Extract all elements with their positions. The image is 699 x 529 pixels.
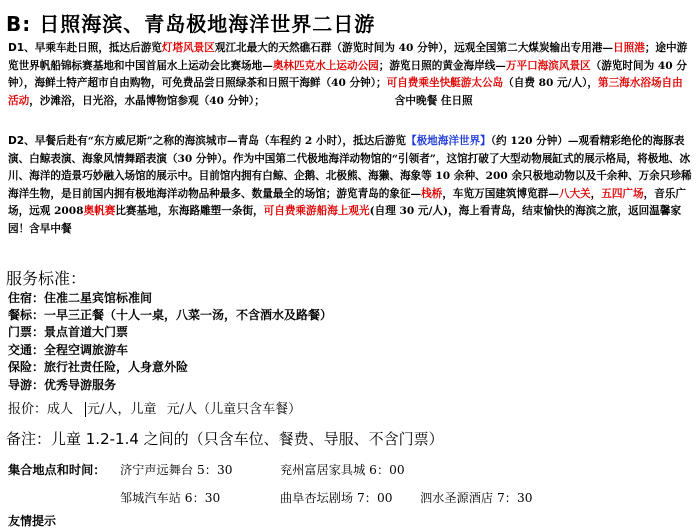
price-child: 元/人（儿童只含车餐） [166,402,302,417]
gathering-point-3: 邹城汽车站 6：30 [120,491,221,505]
service-lodging: 住宿：住准二星宾馆标准间 [8,291,153,305]
day2-highlight-badaguan: 八大关 [558,187,591,200]
day1-highlight-olympic-park: 奥林匹克水上运动公园 [272,59,379,72]
itinerary-day-1 [8,40,692,110]
day2-text-2: （约 120 分钟）—观看精彩绝伦的海豚表演、白鲸表演、海象风情舞蹈表演（30 分钟）。作为中国第二代极地海洋动物馆的“引领者”，这馆打破了大型动物展缸式的展示格局，将极地、冰川、海洋的造景巧妙融入场馆的展示中。目前馆内拥有白鲸、企鹅、北极熊、海獭、海象等 10 余种、200 余只极地动物以及千余种、万余只珍稀海洋生物，是目前国内拥有极地海洋动物品种最多、数量最全的场馆；游览青岛的象征— [8,135,692,200]
day1-text-4: ；游览日照的黄金海岸线— [378,59,506,72]
page-title: B: 日照海滨、青岛极地海洋世界二日游 [6,12,376,36]
service-tickets: 门票：景点首道大门票 [8,325,129,339]
day1-text-7: ，沙滩浴，日光浴，水晶博物馆参观（40 分钟）； [29,94,265,107]
day2-text-7: (自理 30 元/人)，海上看青岛，结束愉快的海滨之旅，返回温馨家园！含早中餐 [8,205,682,235]
service-meals: 餐标：一早三正餐（十人一桌，八菜一汤，不含酒水及路餐） [8,308,333,322]
service-insurance: 保险：旅行社责任险，人身意外险 [8,360,189,374]
price-line [8,398,301,417]
day-1-label: D1、 [8,42,35,54]
day2-highlight-cruise: 可自费乘游船海上观光 [263,205,370,218]
price-adult-blank [85,402,86,417]
day2-highlight-olympic-sailing: 奥帆赛 [83,205,116,218]
gathering-point-1: 济宁声远舞台 5：30 [120,463,233,477]
day2-highlight-polar-world: 【极地海洋世界】 [406,135,491,147]
day1-meals: 含中晚餐 住日照 [394,94,473,107]
day1-text-3: ；途中游览世界帆船锦标赛基地和中国首届水上运动会比赛场地— [8,42,688,72]
day2-text-6: 比赛基地，东海路雕塑一条街， [115,205,264,218]
day2-text-3: ，车览万国建筑博览群— [442,187,559,200]
service-transport: 交通：全程空调旅游车 [8,343,129,357]
day2-text-1: 早餐后赴有“东方威尼斯”之称的海滨城市—青岛（车程约 2 小时），抵达后游览 [34,135,406,147]
day1-text-6: （自费 80 元/人）， [503,77,598,90]
service-guide: 导游：优秀导游服务 [8,378,117,392]
day1-text-5: （游览时间为 40 分钟），海鲜土特产超市自由购物，可免费品尝日照绿茶和日照干海鲜（40 分钟）； [8,59,687,90]
day2-text-4: ， [590,187,602,200]
gathering-point-2: 兖州富居家具城 6：00 [280,463,405,477]
itinerary-day-2 [8,133,692,239]
gathering-point-5: 泗水圣源酒店 7：30 [420,491,533,505]
day2-highlight-may4-square: 五四广场 [601,187,644,200]
price-adult: 元/人，儿童 [87,402,157,417]
day1-text-1: 早乘车赴日照，抵达后游览 [34,42,162,54]
day1-text-2: 观江北最大的天然礁石群（游览时间为 40 分钟），远观全国第二大煤炭输出专用港— [214,42,614,54]
note: 备注：儿童 1.2-1.4 之间的（只含车位、餐费、导服、不含门票） [6,430,444,448]
day1-highlight-port: 日照港 [613,42,645,54]
services-heading: 服务标准： [6,269,87,288]
tips-heading-cut: 友情提示 [8,514,57,528]
gathering-label: 集合地点和时间： [8,463,106,477]
day1-highlight-beach: 第三海水浴场自由活动 [8,77,683,107]
price-prefix: 报价：成人 [8,402,74,417]
gathering-point-4: 曲阜杏坛剧场 7：00 [280,491,393,505]
day1-highlight-boat: 可自费乘坐快艇游太公岛 [386,77,504,90]
day2-highlight-zhanqiao: 栈桥 [421,187,443,200]
day1-highlight-wanpingkou: 万平口海滨风景区 [505,59,591,72]
day2-text-5: ，音乐广场，远观 2008 [8,187,686,218]
day1-highlight-lighthouse: 灯塔风景区 [161,42,215,54]
day-2-label: D2、 [8,135,35,147]
